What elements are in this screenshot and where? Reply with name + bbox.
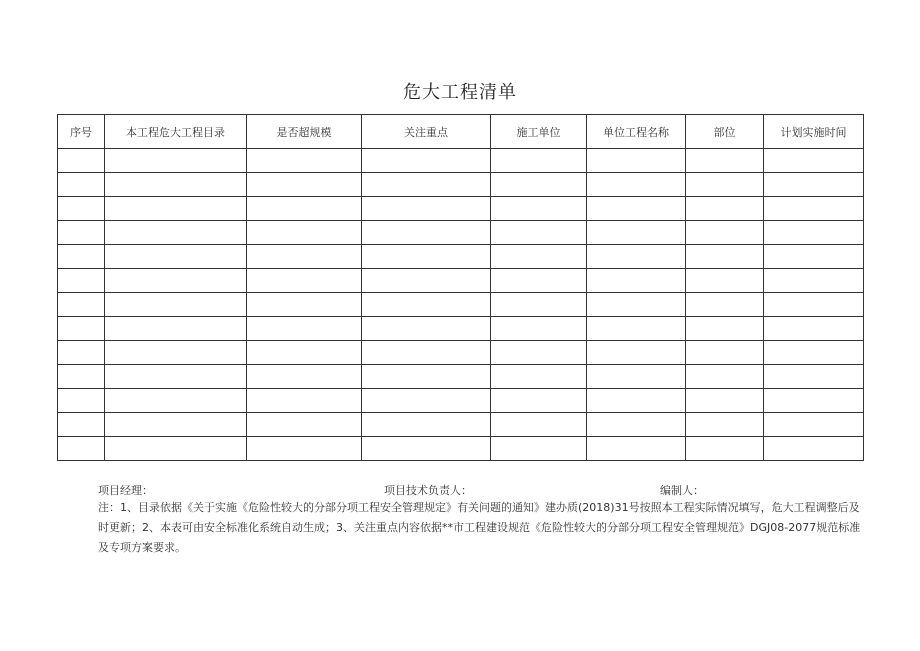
table-cell[interactable] (105, 173, 247, 197)
table-cell[interactable] (587, 245, 686, 269)
table-cell[interactable] (491, 197, 587, 221)
table-row (58, 317, 864, 341)
table-cell[interactable] (491, 221, 587, 245)
table-cell[interactable] (587, 269, 686, 293)
table-cell[interactable] (105, 221, 247, 245)
table-cell[interactable] (491, 413, 587, 437)
table-cell[interactable] (58, 317, 105, 341)
table-cell[interactable] (58, 221, 105, 245)
table-cell[interactable] (587, 293, 686, 317)
column-header-contractor: 施工单位 (491, 115, 587, 149)
table-cell[interactable] (247, 269, 362, 293)
table-cell[interactable] (105, 317, 247, 341)
table-cell[interactable] (58, 245, 105, 269)
table-cell[interactable] (686, 317, 764, 341)
column-header-location: 部位 (686, 115, 764, 149)
table-cell[interactable] (247, 221, 362, 245)
table-cell[interactable] (686, 365, 764, 389)
column-header-catalog: 本工程危大工程目录 (105, 115, 247, 149)
footnote: 注：1、目录依据《关于实施《危险性较大的分部分项工程安全管理规定》有关问题的通知》建办质(2018)31号按照本工程实际情况填写，危大工程调整后及时更新；2、本表可由安全标准化系统自动生成；3、关注重点内容依据**市工程建设规范《危险性较大的分部分项工程安全管理规范》DGJ08-2077规范标准及专项方案要求。 (98, 501, 861, 554)
table-cell[interactable] (491, 341, 587, 365)
table-row (58, 149, 864, 173)
table-cell[interactable] (247, 365, 362, 389)
table-cell[interactable] (247, 245, 362, 269)
table-row (58, 245, 864, 269)
table-row (58, 389, 864, 413)
table-cell[interactable] (58, 197, 105, 221)
table-cell[interactable] (105, 149, 247, 173)
table-cell[interactable] (587, 389, 686, 413)
table-cell[interactable] (247, 197, 362, 221)
table-cell[interactable] (105, 389, 247, 413)
table-cell[interactable] (764, 317, 864, 341)
table-cell[interactable] (587, 149, 686, 173)
table-header-row (58, 115, 864, 149)
table-cell[interactable] (105, 197, 247, 221)
table-cell[interactable] (491, 293, 587, 317)
table-cell[interactable] (686, 197, 764, 221)
table-row (58, 197, 864, 221)
column-header-focus: 关注重点 (362, 115, 491, 149)
table-cell[interactable] (247, 437, 362, 461)
table-cell[interactable] (247, 341, 362, 365)
table-cell[interactable] (491, 245, 587, 269)
page-title: 危大工程清单 (403, 82, 517, 103)
table-cell[interactable] (362, 293, 491, 317)
table-cell[interactable] (587, 317, 686, 341)
table-cell[interactable] (491, 365, 587, 389)
table-row (58, 221, 864, 245)
table-cell[interactable] (764, 437, 864, 461)
table-cell[interactable] (491, 173, 587, 197)
table-cell[interactable] (362, 269, 491, 293)
column-header-oversize: 是否超规模 (247, 115, 362, 149)
table-cell[interactable] (764, 413, 864, 437)
table-cell[interactable] (362, 221, 491, 245)
table-cell[interactable] (105, 293, 247, 317)
table-cell[interactable] (58, 149, 105, 173)
column-header-unit-project: 单位工程名称 (587, 115, 686, 149)
table-cell[interactable] (587, 365, 686, 389)
table-cell[interactable] (764, 269, 864, 293)
table-cell[interactable] (362, 149, 491, 173)
table-cell[interactable] (247, 173, 362, 197)
project-manager-label: 项目经理： (98, 484, 153, 497)
table-cell[interactable] (686, 173, 764, 197)
table-cell[interactable] (362, 389, 491, 413)
table-cell[interactable] (587, 413, 686, 437)
table-cell[interactable] (58, 269, 105, 293)
table-row (58, 413, 864, 437)
table-cell[interactable] (587, 221, 686, 245)
table-cell[interactable] (247, 413, 362, 437)
table-cell[interactable] (587, 197, 686, 221)
table-cell[interactable] (764, 197, 864, 221)
table-row (58, 173, 864, 197)
table-cell[interactable] (362, 341, 491, 365)
table-cell[interactable] (686, 341, 764, 365)
table-cell[interactable] (686, 221, 764, 245)
table-cell[interactable] (58, 389, 105, 413)
table-cell[interactable] (105, 437, 247, 461)
table-cell[interactable] (105, 269, 247, 293)
table-cell[interactable] (362, 317, 491, 341)
table-cell[interactable] (362, 197, 491, 221)
table-cell[interactable] (58, 173, 105, 197)
table-cell[interactable] (105, 365, 247, 389)
table-cell[interactable] (491, 437, 587, 461)
table-row (58, 293, 864, 317)
table-cell[interactable] (58, 413, 105, 437)
table-cell[interactable] (764, 149, 864, 173)
column-header-schedule: 计划实施时间 (764, 115, 864, 149)
hazard-project-table (57, 114, 864, 461)
table-cell[interactable] (105, 341, 247, 365)
table-cell[interactable] (764, 221, 864, 245)
table-cell[interactable] (247, 293, 362, 317)
table-cell[interactable] (764, 365, 864, 389)
table-cell[interactable] (362, 365, 491, 389)
compiler-label: 编制人： (660, 484, 704, 497)
table-cell[interactable] (587, 173, 686, 197)
table-cell[interactable] (686, 293, 764, 317)
table-cell[interactable] (491, 389, 587, 413)
table-cell[interactable] (491, 317, 587, 341)
table-cell[interactable] (686, 389, 764, 413)
table-cell[interactable] (764, 341, 864, 365)
table-cell[interactable] (105, 413, 247, 437)
table-cell[interactable] (247, 149, 362, 173)
table-cell[interactable] (764, 245, 864, 269)
table-cell[interactable] (58, 341, 105, 365)
table-row (58, 341, 864, 365)
table-cell[interactable] (247, 389, 362, 413)
table-cell[interactable] (105, 245, 247, 269)
table-cell[interactable] (764, 389, 864, 413)
tech-lead-label: 项目技术负责人： (384, 484, 472, 497)
table-cell[interactable] (362, 413, 491, 437)
table-cell[interactable] (587, 437, 686, 461)
table-cell[interactable] (686, 437, 764, 461)
table-row (58, 269, 864, 293)
table-cell[interactable] (686, 413, 764, 437)
table-cell[interactable] (764, 293, 864, 317)
table-row (58, 437, 864, 461)
table-cell[interactable] (491, 269, 587, 293)
table-row (58, 365, 864, 389)
table-cell[interactable] (686, 149, 764, 173)
table-cell[interactable] (491, 149, 587, 173)
table-cell[interactable] (587, 341, 686, 365)
table-cell[interactable] (362, 245, 491, 269)
table-cell[interactable] (58, 437, 105, 461)
column-header-index: 序号 (58, 115, 105, 149)
table-cell[interactable] (247, 317, 362, 341)
table-cell[interactable] (764, 173, 864, 197)
table-cell[interactable] (58, 365, 105, 389)
table-cell[interactable] (686, 269, 764, 293)
table-cell[interactable] (362, 173, 491, 197)
table-cell[interactable] (58, 293, 105, 317)
table-cell[interactable] (686, 245, 764, 269)
table-cell[interactable] (362, 437, 491, 461)
